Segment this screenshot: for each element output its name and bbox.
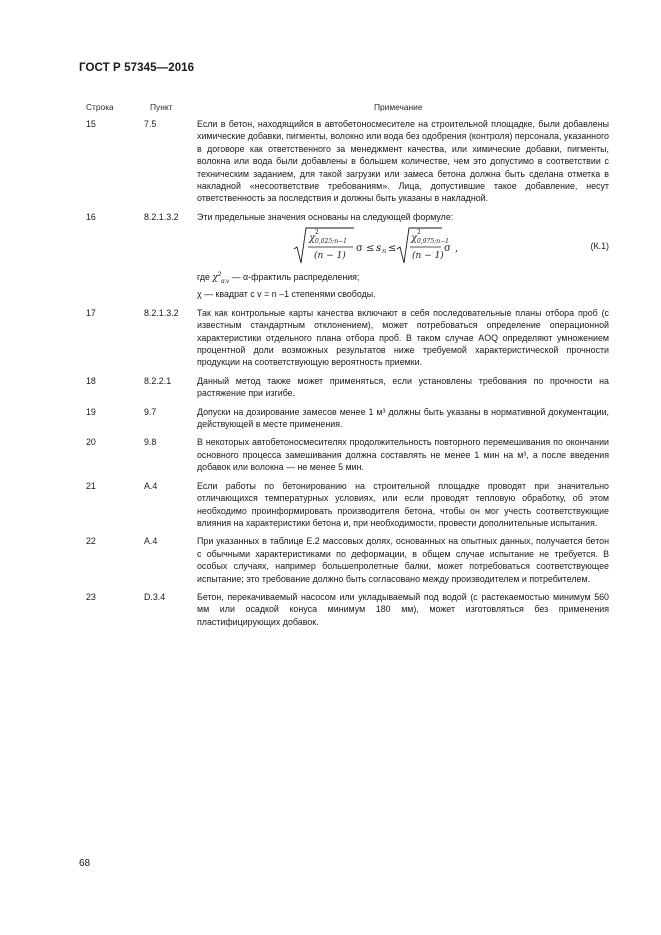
leq-left: ≤ bbox=[366, 243, 375, 255]
clause-number: А.4 bbox=[144, 480, 158, 491]
row-number: 23 bbox=[86, 591, 96, 602]
column-header-clause: Пункт bbox=[150, 102, 173, 112]
chi-right-sub: 0,975;n−1 bbox=[417, 238, 449, 246]
chi-sup: 2 bbox=[217, 272, 222, 279]
s-n-sub: n bbox=[382, 247, 387, 256]
note-text: При указанных в таблице Е.2 массовых долях, основанных на опытных данных, получается бетон с обычными характеристиками по деформации, в общем случае испытание не требуется. В особых случаях, например большепролетные балки, может потребоваться соответствующее испытание; это требование должно быть согласовано между производителем и потребителем. bbox=[197, 536, 609, 584]
note-text: Эти предельные значения основаны на следующей формуле: bbox=[197, 211, 454, 222]
column-header-row: Строка bbox=[86, 102, 114, 112]
page-number: 68 bbox=[79, 858, 91, 869]
chi-right-sup: 2 bbox=[417, 229, 421, 237]
row-number: 19 bbox=[86, 406, 96, 417]
clause-number: А.4 bbox=[144, 536, 158, 547]
sigma-right: σ bbox=[444, 243, 451, 255]
table-row bbox=[0, 436, 661, 473]
note-text: Бетон, перекачиваемый насосом или укладываемый под водой (с растекаемостью минимум 560 мм или осадкой конуса минимум 180 мм), может изготовляться без применения пластифицирующих добавок. bbox=[197, 591, 609, 627]
row-number: 16 bbox=[86, 211, 96, 222]
s-n: s bbox=[376, 243, 382, 255]
chi-right: χ bbox=[411, 233, 418, 245]
note-text: Если работы по бетонированию на строительной площадке проводят при значительно отличающихся температурных условиях, или если проводят тепловую обработку, об этом необходимо проинформировать производителя бетона, чтобы он мог учесть соответствующие влияния на характеристики бетона и, при необходимости, провести дополнительные испытания. bbox=[197, 480, 609, 528]
clause-number: 9.7 bbox=[144, 406, 157, 417]
where-intro: где bbox=[197, 272, 210, 283]
row-number: 18 bbox=[86, 375, 96, 386]
note-text: Если в бетон, находящийся в автобетоносмесителе на строительной площадке, были добавлены химические добавки, пигменты, волокно или вода без одобрения (контроля) персонала, указанного в договоре как ответственного за менеджмент качества, или химические добавки, пигменты, волокна или вода были добавлены в большем количестве, чем это допустимо в соответствии с техническим заданием, для такой загрузки или замеса бетона должна быть сделана отметка в накладной «несоответствие требованиям». Лица, допустившие такое добавление, несут ответственность за последствия и должны быть указаны в накладной. bbox=[197, 119, 609, 204]
formula-comma: , bbox=[455, 243, 459, 255]
where-def: — α-фрактиль распределения; bbox=[229, 272, 360, 283]
clause-number: 8.2.1.3.2 bbox=[144, 307, 179, 318]
chi-left-sub: 0,025;n−1 bbox=[315, 238, 347, 246]
denominator-right: (n − 1) bbox=[412, 251, 444, 262]
table-row bbox=[0, 591, 661, 628]
table-row bbox=[0, 375, 661, 400]
equation-number: (К.1) bbox=[590, 241, 609, 252]
notes-table bbox=[0, 118, 661, 634]
row-number: 22 bbox=[86, 536, 96, 547]
document-header: ГОСТ Р 57345—2016 bbox=[79, 62, 195, 74]
clause-number: 8.2.2.1 bbox=[144, 375, 172, 386]
column-header-note: Примечание bbox=[374, 102, 423, 112]
table-row bbox=[0, 118, 661, 205]
row-number: 20 bbox=[86, 437, 96, 448]
where-definition-2: χ — квадрат с v = n –1 степенями свободы. bbox=[197, 289, 376, 300]
clause-number: 7.5 bbox=[144, 119, 157, 129]
row-number: 17 bbox=[86, 307, 96, 318]
formula-k1 bbox=[197, 227, 609, 269]
row-number: 21 bbox=[86, 480, 96, 491]
row-number: 15 bbox=[86, 119, 96, 129]
formula-inequality bbox=[292, 227, 467, 267]
chi-sub: α,ν bbox=[221, 279, 230, 285]
sigma-left: σ bbox=[356, 243, 363, 255]
table-row bbox=[0, 535, 661, 585]
table-row bbox=[0, 211, 661, 301]
note-text: Данный метод также может применяться, если установлены требования по прочности на растяжение при изгибе. bbox=[197, 375, 609, 399]
note-text: Допуски на дозирование замесов менее 1 м³ должны быть указаны в нормативной документации, действующей в месте применения. bbox=[197, 406, 609, 430]
note-text: Так как контрольные карты качества включают в себя последовательные планы отбора проб (с известным стандартным отклонением), может потребоваться определение операционной характеристики отдельного плана отбора проб. В таком случае AOQ определяют умножением процентной доли возможных результатов ниже требуемой характеристической прочности продукции на соответствующую вероятность приемки. bbox=[197, 307, 609, 368]
denominator-left: (n − 1) bbox=[314, 251, 346, 262]
clause-number: 9.8 bbox=[144, 437, 157, 448]
table-row bbox=[0, 406, 661, 431]
leq-right: ≤ bbox=[388, 243, 397, 255]
chi-left: χ bbox=[309, 233, 316, 245]
chi-symbol: χ bbox=[212, 273, 218, 284]
table-row bbox=[0, 480, 661, 530]
note-text: В некоторых автобетоносмесителях продолжительность повторного перемешивания по окончании основного процесса замешивания должна составлять не менее 1 мин на м³, а после введения добавок или волокна — не менее 5 мин. bbox=[197, 437, 609, 473]
chi-left-sup: 2 bbox=[315, 229, 319, 237]
clause-number: 8.2.1.3.2 bbox=[144, 211, 179, 222]
where-definition-1 bbox=[197, 269, 609, 288]
clause-number: D.3.4 bbox=[144, 591, 166, 602]
table-row bbox=[0, 307, 661, 369]
